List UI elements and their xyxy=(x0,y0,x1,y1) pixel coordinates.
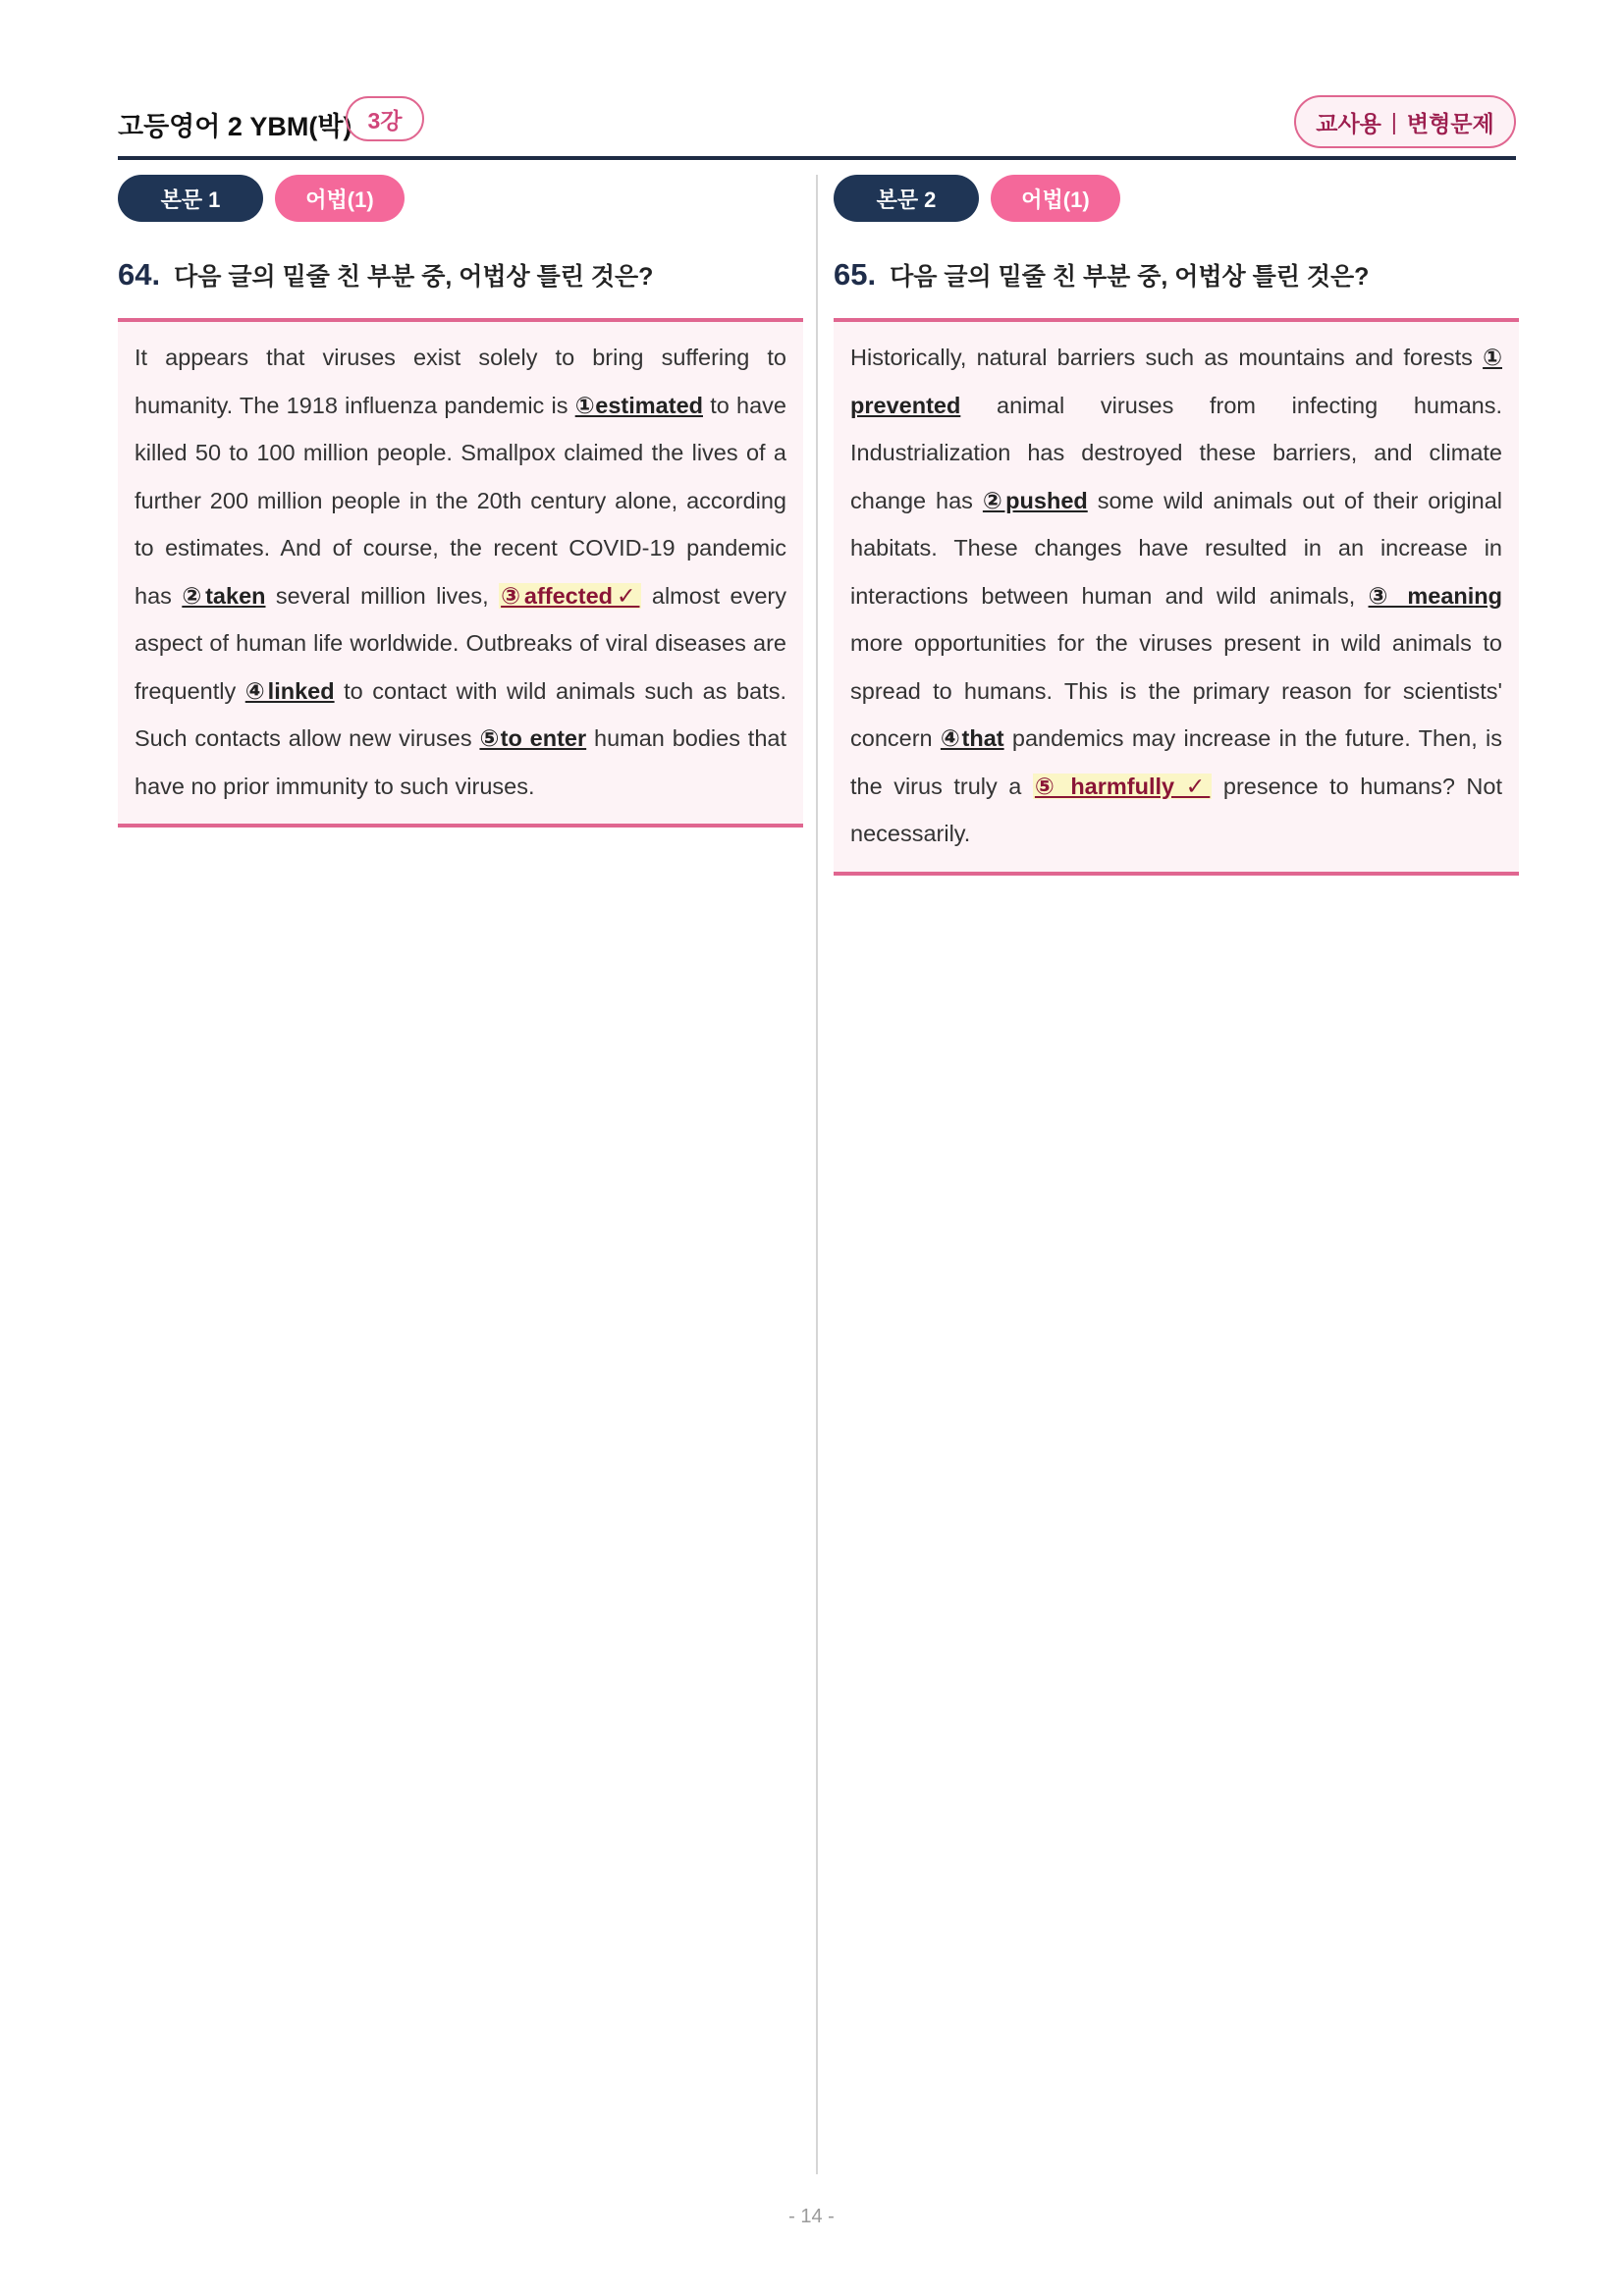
question-heading xyxy=(118,257,803,296)
question-type-label: 변형문제 xyxy=(1406,110,1494,136)
page-header xyxy=(118,95,1516,160)
question-tags xyxy=(834,175,1519,222)
passage-segment: several million lives, xyxy=(265,582,500,609)
question-heading xyxy=(834,257,1519,296)
passage-segment: human bodies that have no prior immunity to such viruses. xyxy=(135,725,787,799)
header-divider xyxy=(118,156,1516,160)
section-tag: 본문 2 xyxy=(834,175,979,222)
passage-segment: some wild animals out of their original habitats. These changes have resulted in an increase in interactions between human and wild animals, xyxy=(850,487,1502,609)
audience-label: 교사용 xyxy=(1316,110,1381,136)
option-2: ②taken xyxy=(182,582,266,609)
passage-segment: more opportunities for the viruses present in wild animals to spread to humans. This is the primary reason for scientists' concern xyxy=(850,630,1502,751)
passage-box xyxy=(834,318,1519,876)
question-number: 64. xyxy=(118,257,161,292)
option-4: ④that xyxy=(940,725,1004,751)
passage-text xyxy=(135,334,786,810)
option-5: ⑤to enter xyxy=(479,725,587,751)
document-title: 고등영어 2 YBM(박) xyxy=(118,112,352,141)
badge-separator: | xyxy=(1390,108,1397,134)
passage-segment: Historically, natural barriers such as mountains and forests xyxy=(850,345,1484,370)
passage-text xyxy=(850,334,1502,858)
question-65 xyxy=(834,175,1519,876)
question-64 xyxy=(118,175,803,828)
question-number: 65. xyxy=(834,257,877,292)
passage-segment: almost every aspect of human life worldwide. Outbreaks of viral diseases are frequently xyxy=(135,582,786,704)
question-prompt: 다음 글의 밑줄 친 부분 중, 어법상 틀린 것은? xyxy=(890,263,1370,291)
lesson-badge: 3강 xyxy=(346,96,424,141)
option-2: ②pushed xyxy=(982,487,1088,513)
category-tag: 어법(1) xyxy=(991,175,1120,222)
option-3: ③ meaning xyxy=(1368,582,1502,609)
passage-segment: pandemics may increase in the future. Then, is the virus truly a xyxy=(850,725,1502,799)
option-4: ④linked xyxy=(244,677,335,704)
section-tag: 본문 1 xyxy=(118,175,263,222)
page-number: - 14 - xyxy=(788,2206,835,2227)
passage-box xyxy=(118,318,803,828)
question-tags xyxy=(118,175,803,222)
passage-segment: It appears that viruses exist solely to bring suffering to humanity. The 1918 influenza pandemic is xyxy=(135,345,786,418)
teacher-version-badge xyxy=(1294,95,1516,148)
option-3-answer: ③affected✓ xyxy=(501,582,640,609)
passage-segment: animal viruses from infecting humans. Industrialization has destroyed these barriers, and climate change has xyxy=(850,392,1502,513)
passage-segment: presence to humans? Not necessarily. xyxy=(850,773,1502,846)
option-1: ①estimated xyxy=(574,392,703,418)
category-tag: 어법(1) xyxy=(275,175,405,222)
passage-segment: to have killed 50 to 100 million people. Smallpox claimed the lives of a further 200 million people in the 20th century alone, according to estimates. And of course, the recent COVID-19 pandemic has xyxy=(135,392,786,609)
passage-segment: to contact with wild animals such as bats. Such contacts allow new viruses xyxy=(135,677,786,751)
option-1: ① prevented xyxy=(850,345,1502,418)
option-5-answer: ⑤ harmfully ✓ xyxy=(1034,773,1211,799)
column-divider xyxy=(816,175,818,2174)
question-prompt: 다음 글의 밑줄 친 부분 중, 어법상 틀린 것은? xyxy=(174,263,654,291)
